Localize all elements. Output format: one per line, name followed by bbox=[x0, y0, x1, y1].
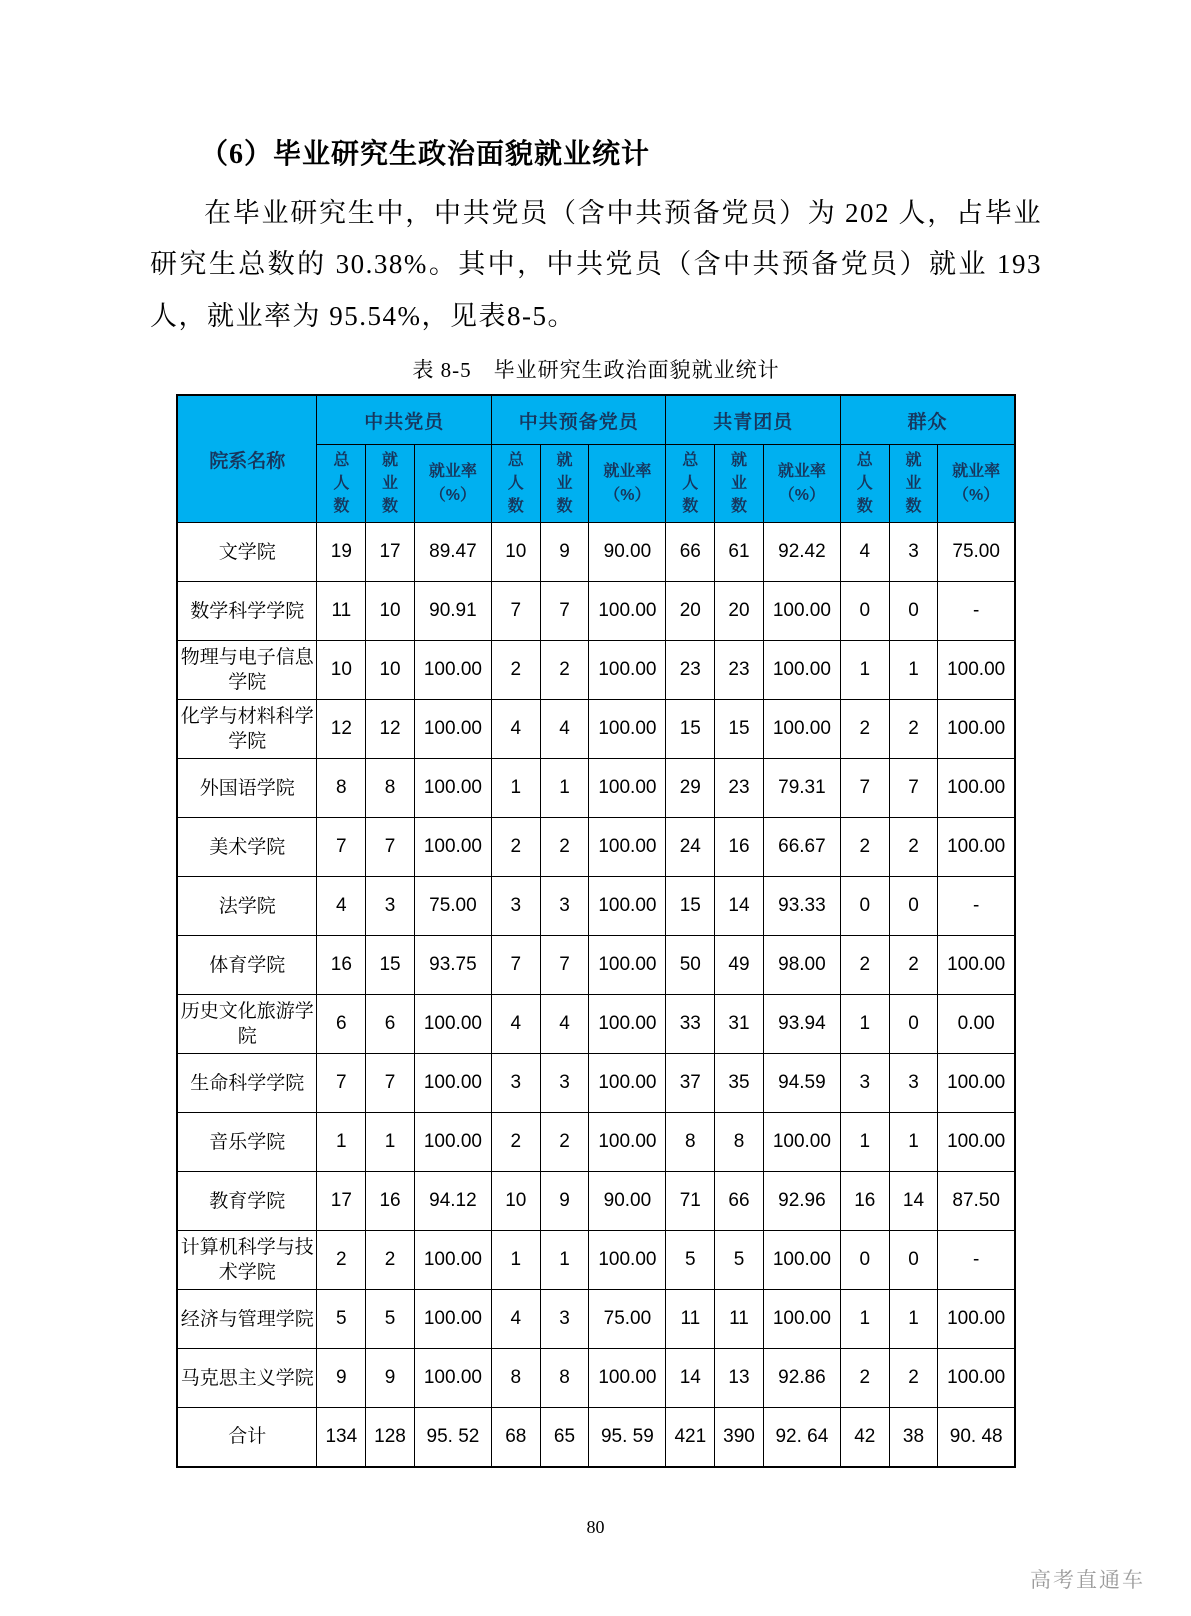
table-cell: 100.00 bbox=[414, 641, 491, 700]
table-cell: 35 bbox=[715, 1054, 764, 1113]
table-cell: 100.00 bbox=[763, 1231, 840, 1290]
table-cell: 100.00 bbox=[414, 818, 491, 877]
table-cell: 100.00 bbox=[589, 877, 666, 936]
table-cell: 2 bbox=[840, 818, 889, 877]
table-cell: 0.00 bbox=[938, 995, 1015, 1054]
group-header: 中共党员 bbox=[317, 395, 491, 445]
sub-header-label: 就业率（%） bbox=[603, 462, 652, 504]
table-cell: 100.00 bbox=[589, 1054, 666, 1113]
table-cell: 10 bbox=[366, 641, 415, 700]
table-cell: 20 bbox=[666, 582, 715, 641]
table-cell: 0 bbox=[889, 582, 938, 641]
table-cell: 12 bbox=[366, 700, 415, 759]
table-cell: 100.00 bbox=[414, 1054, 491, 1113]
table-row bbox=[177, 1054, 1015, 1113]
table-caption: 表 8-5 毕业研究生政治面貌就业统计 bbox=[412, 357, 780, 382]
table-cell: 100.00 bbox=[938, 1290, 1015, 1349]
table-cell: 23 bbox=[666, 641, 715, 700]
department-name: 合计 bbox=[177, 1408, 317, 1467]
table-cell: 100.00 bbox=[938, 936, 1015, 995]
table-cell: 3 bbox=[491, 1054, 540, 1113]
table-cell: 2 bbox=[840, 700, 889, 759]
table-cell: 100.00 bbox=[938, 641, 1015, 700]
table-cell: 421 bbox=[666, 1408, 715, 1467]
table-cell: 2 bbox=[491, 1113, 540, 1172]
table-cell: 15 bbox=[666, 877, 715, 936]
table-cell: 1 bbox=[840, 641, 889, 700]
table-cell: 33 bbox=[666, 995, 715, 1054]
department-name: 体育学院 bbox=[177, 936, 317, 995]
table-cell: 7 bbox=[317, 1054, 366, 1113]
table-body bbox=[177, 523, 1015, 1467]
table-cell: 8 bbox=[666, 1113, 715, 1172]
sub-header-label: 总人数 bbox=[333, 452, 350, 516]
table-cell: 2 bbox=[840, 1349, 889, 1408]
table-cell: 29 bbox=[666, 759, 715, 818]
table-cell: 100.00 bbox=[414, 995, 491, 1054]
table-cell: 14 bbox=[715, 877, 764, 936]
table-cell: 100.00 bbox=[763, 1113, 840, 1172]
table-cell: 2 bbox=[491, 641, 540, 700]
table-cell: 14 bbox=[889, 1172, 938, 1231]
department-name: 马克思主义学院 bbox=[177, 1349, 317, 1408]
column-header-department: 院系名称 bbox=[177, 395, 317, 523]
table-cell: 90.00 bbox=[589, 523, 666, 582]
table-row bbox=[177, 1290, 1015, 1349]
department-name: 外国语学院 bbox=[177, 759, 317, 818]
table-cell: 2 bbox=[889, 700, 938, 759]
table-cell: 1 bbox=[491, 1231, 540, 1290]
table-cell: 19 bbox=[317, 523, 366, 582]
table-cell: 87.50 bbox=[938, 1172, 1015, 1231]
table-cell: 10 bbox=[491, 523, 540, 582]
table-cell: 100.00 bbox=[589, 759, 666, 818]
table-cell: 8 bbox=[491, 1349, 540, 1408]
department-name: 教育学院 bbox=[177, 1172, 317, 1231]
table-cell: 92.42 bbox=[763, 523, 840, 582]
table-cell: 49 bbox=[715, 936, 764, 995]
page-content bbox=[150, 132, 1042, 1468]
table-cell: 1 bbox=[540, 759, 589, 818]
table-cell: 3 bbox=[540, 1290, 589, 1349]
table-cell: 7 bbox=[491, 936, 540, 995]
table-cell: 390 bbox=[715, 1408, 764, 1467]
table-cell: 7 bbox=[840, 759, 889, 818]
table-cell: 3 bbox=[540, 877, 589, 936]
table-cell: 2 bbox=[840, 936, 889, 995]
table-cell: 1 bbox=[889, 641, 938, 700]
table-cell: 7 bbox=[491, 582, 540, 641]
table-cell: 1 bbox=[366, 1113, 415, 1172]
table-cell: 93.33 bbox=[763, 877, 840, 936]
table-row bbox=[177, 1172, 1015, 1231]
table-cell: 2 bbox=[889, 936, 938, 995]
table-cell: 17 bbox=[366, 523, 415, 582]
table-cell: 1 bbox=[840, 995, 889, 1054]
table-cell: 1 bbox=[540, 1231, 589, 1290]
table-cell: 90. 48 bbox=[938, 1408, 1015, 1467]
table-cell: 2 bbox=[366, 1231, 415, 1290]
table-cell: 90.91 bbox=[414, 582, 491, 641]
table-cell: 100.00 bbox=[414, 700, 491, 759]
sub-header-label: 就业率（%） bbox=[952, 462, 1001, 504]
table-cell: 0 bbox=[840, 1231, 889, 1290]
table-cell: 100.00 bbox=[938, 1349, 1015, 1408]
table-cell: 16 bbox=[317, 936, 366, 995]
table-cell: 100.00 bbox=[589, 936, 666, 995]
table-cell: - bbox=[938, 877, 1015, 936]
table-cell: 50 bbox=[666, 936, 715, 995]
table-cell: 68 bbox=[491, 1408, 540, 1467]
table-cell: 94.59 bbox=[763, 1054, 840, 1113]
table-row bbox=[177, 1113, 1015, 1172]
sub-header-label: 总人数 bbox=[507, 452, 524, 516]
table-cell: 100.00 bbox=[414, 1290, 491, 1349]
table-cell: 3 bbox=[366, 877, 415, 936]
sub-header-label: 就业率（%） bbox=[777, 462, 826, 504]
table-cell: 3 bbox=[491, 877, 540, 936]
table-cell: 2 bbox=[540, 641, 589, 700]
table-cell: 89.47 bbox=[414, 523, 491, 582]
sub-header-label: 总人数 bbox=[856, 452, 873, 516]
table-cell: 100.00 bbox=[414, 759, 491, 818]
table-row bbox=[177, 1231, 1015, 1290]
table-cell: 15 bbox=[366, 936, 415, 995]
table-cell: 4 bbox=[840, 523, 889, 582]
table-cell: 16 bbox=[715, 818, 764, 877]
table-cell: 7 bbox=[366, 1054, 415, 1113]
table-cell: 4 bbox=[491, 1290, 540, 1349]
table-cell: 92.96 bbox=[763, 1172, 840, 1231]
table-cell: 100.00 bbox=[938, 818, 1015, 877]
page-number: 80 bbox=[586, 1517, 605, 1537]
sub-header bbox=[366, 445, 415, 523]
sub-header bbox=[840, 445, 889, 523]
table-cell: 14 bbox=[666, 1349, 715, 1408]
table-cell: 7 bbox=[889, 759, 938, 818]
table-row bbox=[177, 818, 1015, 877]
table-cell: 11 bbox=[666, 1290, 715, 1349]
table-cell: 10 bbox=[317, 641, 366, 700]
table-cell: 3 bbox=[889, 1054, 938, 1113]
table-row bbox=[177, 936, 1015, 995]
table-cell: 6 bbox=[366, 995, 415, 1054]
table-cell: 98.00 bbox=[763, 936, 840, 995]
table-cell: 5 bbox=[666, 1231, 715, 1290]
table-cell: 100.00 bbox=[414, 1231, 491, 1290]
table-cell: 15 bbox=[666, 700, 715, 759]
department-name: 计算机科学与技术学院 bbox=[177, 1231, 317, 1290]
table-cell: 9 bbox=[366, 1349, 415, 1408]
table-cell: 42 bbox=[840, 1408, 889, 1467]
employment-stats-table bbox=[176, 394, 1016, 1468]
sub-header bbox=[666, 445, 715, 523]
table-cell: 100.00 bbox=[763, 641, 840, 700]
table-cell: 16 bbox=[840, 1172, 889, 1231]
table-cell: 5 bbox=[366, 1290, 415, 1349]
sub-header bbox=[889, 445, 938, 523]
table-cell: 1 bbox=[840, 1113, 889, 1172]
group-header: 群众 bbox=[840, 395, 1015, 445]
department-name: 经济与管理学院 bbox=[177, 1290, 317, 1349]
table-cell: 95. 59 bbox=[589, 1408, 666, 1467]
table-cell: 38 bbox=[889, 1408, 938, 1467]
table-cell: 2 bbox=[889, 818, 938, 877]
table-cell: 100.00 bbox=[414, 1113, 491, 1172]
sub-header-label: 就业数 bbox=[382, 452, 399, 516]
table-cell: 75.00 bbox=[589, 1290, 666, 1349]
sub-header bbox=[414, 445, 491, 523]
department-name: 历史文化旅游学院 bbox=[177, 995, 317, 1054]
table-cell: 92. 64 bbox=[763, 1408, 840, 1467]
table-cell: 16 bbox=[366, 1172, 415, 1231]
department-name: 美术学院 bbox=[177, 818, 317, 877]
table-cell: 100.00 bbox=[938, 1054, 1015, 1113]
table-cell: 1 bbox=[491, 759, 540, 818]
table-cell: 95. 52 bbox=[414, 1408, 491, 1467]
table-cell: 1 bbox=[840, 1290, 889, 1349]
table-cell: 66 bbox=[666, 523, 715, 582]
table-cell: 4 bbox=[540, 700, 589, 759]
table-cell: 9 bbox=[540, 1172, 589, 1231]
sub-header bbox=[491, 445, 540, 523]
table-cell: 17 bbox=[317, 1172, 366, 1231]
table-cell: 100.00 bbox=[589, 641, 666, 700]
table-cell: 4 bbox=[540, 995, 589, 1054]
table-cell: 0 bbox=[840, 582, 889, 641]
table-cell: 1 bbox=[889, 1113, 938, 1172]
table-cell: 5 bbox=[317, 1290, 366, 1349]
table-cell: 4 bbox=[317, 877, 366, 936]
table-header bbox=[177, 395, 1015, 523]
table-row bbox=[177, 700, 1015, 759]
table-cell: 0 bbox=[889, 877, 938, 936]
table-cell: 0 bbox=[840, 877, 889, 936]
table-cell: 100.00 bbox=[589, 1231, 666, 1290]
table-cell: 20 bbox=[715, 582, 764, 641]
sub-header bbox=[938, 445, 1015, 523]
table-cell: 100.00 bbox=[589, 818, 666, 877]
sub-header-label: 就业数 bbox=[730, 452, 747, 516]
table-cell: 100.00 bbox=[938, 1113, 1015, 1172]
table-cell: 92.86 bbox=[763, 1349, 840, 1408]
table-cell: 24 bbox=[666, 818, 715, 877]
sub-header-label: 就业率（%） bbox=[428, 462, 477, 504]
watermark: 高考直通车 bbox=[1030, 1569, 1145, 1592]
department-name: 法学院 bbox=[177, 877, 317, 936]
table-cell: 2 bbox=[491, 818, 540, 877]
group-header: 共青团员 bbox=[666, 395, 840, 445]
table-cell: 61 bbox=[715, 523, 764, 582]
sub-header-label: 就业数 bbox=[556, 452, 573, 516]
table-cell: 2 bbox=[889, 1349, 938, 1408]
sub-header-label: 总人数 bbox=[682, 452, 699, 516]
table-cell: 100.00 bbox=[589, 995, 666, 1054]
department-name: 文学院 bbox=[177, 523, 317, 582]
table-cell: 66.67 bbox=[763, 818, 840, 877]
table-cell: 93.94 bbox=[763, 995, 840, 1054]
sub-header bbox=[589, 445, 666, 523]
table-cell: 23 bbox=[715, 641, 764, 700]
table-cell: 93.75 bbox=[414, 936, 491, 995]
table-cell: 7 bbox=[540, 936, 589, 995]
table-cell: - bbox=[938, 1231, 1015, 1290]
table-cell: 37 bbox=[666, 1054, 715, 1113]
table-cell: 100.00 bbox=[589, 1349, 666, 1408]
table-cell: 4 bbox=[491, 995, 540, 1054]
table-row bbox=[177, 582, 1015, 641]
table-row bbox=[177, 1349, 1015, 1408]
table-cell: 8 bbox=[715, 1113, 764, 1172]
table-cell: 12 bbox=[317, 700, 366, 759]
sub-header bbox=[715, 445, 764, 523]
sub-header-label: 就业数 bbox=[905, 452, 922, 516]
section-heading: （6）毕业研究生政治面貌就业统计 bbox=[200, 139, 651, 170]
table-cell: 7 bbox=[540, 582, 589, 641]
table-cell: 0 bbox=[889, 1231, 938, 1290]
table-cell: 8 bbox=[317, 759, 366, 818]
table-cell: 3 bbox=[840, 1054, 889, 1113]
table-cell: 134 bbox=[317, 1408, 366, 1467]
table-row bbox=[177, 995, 1015, 1054]
table-cell: 128 bbox=[366, 1408, 415, 1467]
table-cell: 11 bbox=[715, 1290, 764, 1349]
table-cell: 10 bbox=[366, 582, 415, 641]
table-cell: 0 bbox=[889, 995, 938, 1054]
table-cell: - bbox=[938, 582, 1015, 641]
table-cell: 10 bbox=[491, 1172, 540, 1231]
table-cell: 7 bbox=[366, 818, 415, 877]
table-cell: 1 bbox=[889, 1290, 938, 1349]
table-cell: 11 bbox=[317, 582, 366, 641]
table-cell: 2 bbox=[540, 818, 589, 877]
table-cell: 13 bbox=[715, 1349, 764, 1408]
department-name: 生命科学学院 bbox=[177, 1054, 317, 1113]
table-cell: 66 bbox=[715, 1172, 764, 1231]
table-row bbox=[177, 877, 1015, 936]
table-cell: 6 bbox=[317, 995, 366, 1054]
table-row bbox=[177, 523, 1015, 582]
sub-header bbox=[763, 445, 840, 523]
department-name: 数学科学学院 bbox=[177, 582, 317, 641]
table-cell: 75.00 bbox=[414, 877, 491, 936]
table-cell: 75.00 bbox=[938, 523, 1015, 582]
table-cell: 100.00 bbox=[414, 1349, 491, 1408]
table-row bbox=[177, 759, 1015, 818]
table-cell: 79.31 bbox=[763, 759, 840, 818]
table-cell: 1 bbox=[317, 1113, 366, 1172]
table-row bbox=[177, 1408, 1015, 1467]
table-cell: 8 bbox=[540, 1349, 589, 1408]
table-cell: 100.00 bbox=[763, 582, 840, 641]
table-cell: 65 bbox=[540, 1408, 589, 1467]
table-cell: 9 bbox=[317, 1349, 366, 1408]
table-cell: 100.00 bbox=[938, 759, 1015, 818]
sub-header bbox=[317, 445, 366, 523]
table-cell: 5 bbox=[715, 1231, 764, 1290]
table-cell: 15 bbox=[715, 700, 764, 759]
table-cell: 2 bbox=[540, 1113, 589, 1172]
table-cell: 23 bbox=[715, 759, 764, 818]
table-cell: 7 bbox=[317, 818, 366, 877]
table-cell: 4 bbox=[491, 700, 540, 759]
table-cell: 71 bbox=[666, 1172, 715, 1231]
table-cell: 100.00 bbox=[763, 700, 840, 759]
table-cell: 3 bbox=[540, 1054, 589, 1113]
department-name: 音乐学院 bbox=[177, 1113, 317, 1172]
department-name: 物理与电子信息学院 bbox=[177, 641, 317, 700]
table-row bbox=[177, 641, 1015, 700]
table-cell: 9 bbox=[540, 523, 589, 582]
table-cell: 100.00 bbox=[589, 1113, 666, 1172]
table-cell: 94.12 bbox=[414, 1172, 491, 1231]
group-header: 中共预备党员 bbox=[491, 395, 666, 445]
table-cell: 8 bbox=[366, 759, 415, 818]
table-cell: 100.00 bbox=[938, 700, 1015, 759]
table-cell: 100.00 bbox=[763, 1290, 840, 1349]
table-cell: 31 bbox=[715, 995, 764, 1054]
department-name: 化学与材料科学学院 bbox=[177, 700, 317, 759]
table-cell: 3 bbox=[889, 523, 938, 582]
table-cell: 100.00 bbox=[589, 582, 666, 641]
table-cell: 90.00 bbox=[589, 1172, 666, 1231]
table-cell: 2 bbox=[317, 1231, 366, 1290]
table-cell: 100.00 bbox=[589, 700, 666, 759]
sub-header bbox=[540, 445, 589, 523]
body-paragraph: 在毕业研究生中，中共党员（含中共预备党员）为 202 人，占毕业研究生总数的 30.38%。其中，中共党员（含中共预备党员）就业 193 人，就业率为 95.54%，见表8-5。 bbox=[150, 198, 1042, 331]
